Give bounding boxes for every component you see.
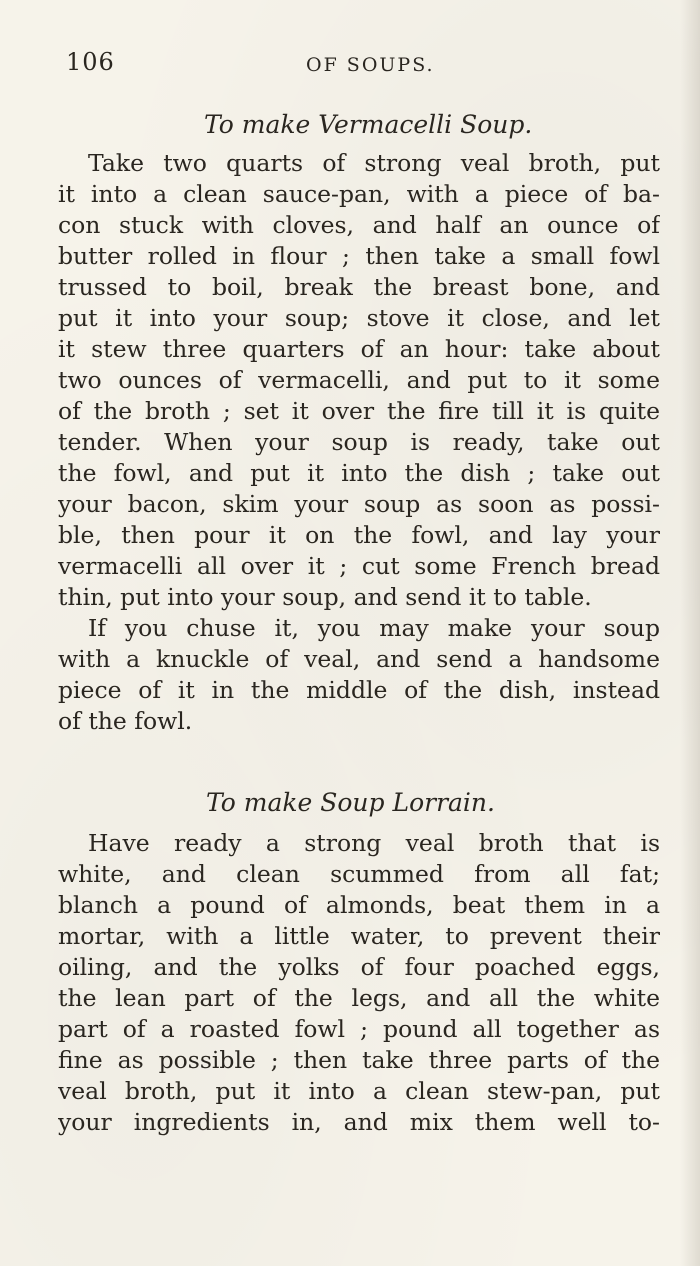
text-line: it into a clean sauce-pan, with a piece of ba-	[58, 180, 660, 208]
text-line: vermacelli all over it ; cut some French bread	[58, 552, 660, 580]
text-line: mortar, with a little water, to prevent their	[58, 922, 660, 950]
running-head: OF SOUPS.	[306, 54, 435, 76]
text-line: part of a roasted fowl ; pound all together as	[58, 1015, 660, 1043]
text-line: oiling, and the yolks of four poached eggs,	[58, 953, 660, 981]
text-line: butter rolled in flour ; then take a small fowl	[58, 242, 660, 270]
text-line: your bacon, skim your soup as soon as possi-	[58, 490, 660, 518]
text-line: white, and clean scummed from all fat;	[58, 860, 660, 888]
text-line: Take two quarts of strong veal broth, put	[88, 149, 660, 177]
text-line: trussed to boil, break the breast bone, and	[58, 273, 660, 301]
page-number: 106	[66, 48, 115, 76]
text-line: Have ready a strong veal broth that is	[88, 829, 660, 857]
text-line: fine as possible ; then take three parts of the	[58, 1046, 660, 1074]
section-title-soup-lorrain: To make Soup Lorrain.	[206, 788, 495, 817]
text-line: with a knuckle of veal, and send a handsome	[58, 645, 660, 673]
text-line: ble, then pour it on the fowl, and lay your	[58, 521, 660, 549]
page-edge-shadow	[680, 0, 700, 1266]
text-line: the fowl, and put it into the dish ; take out	[58, 459, 660, 487]
text-line: piece of it in the middle of the dish, instead	[58, 676, 660, 704]
section-title-vermacelli-soup: To make Vermacelli Soup.	[204, 110, 533, 139]
text-line: blanch a pound of almonds, beat them in a	[58, 891, 660, 919]
page-header	[66, 48, 666, 88]
text-line: con stuck with cloves, and half an ounce of	[58, 211, 660, 239]
recipe-text-soup-lorrain	[58, 828, 660, 1138]
text-line: veal broth, put it into a clean stew-pan, put	[58, 1077, 660, 1105]
text-line: your ingredients in, and mix them well to-	[58, 1108, 660, 1136]
text-line: put it into your soup; stove it close, and let	[58, 304, 660, 332]
recipe-text-vermacelli-soup	[58, 148, 660, 737]
text-line: two ounces of vermacelli, and put to it some	[58, 366, 660, 394]
text-line: tender. When your soup is ready, take out	[58, 428, 660, 456]
text-line: If you chuse it, you may make your soup	[88, 614, 660, 642]
text-line: of the broth ; set it over the fire till it is quite	[58, 397, 660, 425]
text-line: of the fowl.	[58, 707, 193, 735]
text-line: thin, put into your soup, and send it to table.	[58, 583, 592, 611]
text-line: it stew three quarters of an hour: take about	[58, 335, 660, 363]
text-line: the lean part of the legs, and all the white	[58, 984, 660, 1012]
